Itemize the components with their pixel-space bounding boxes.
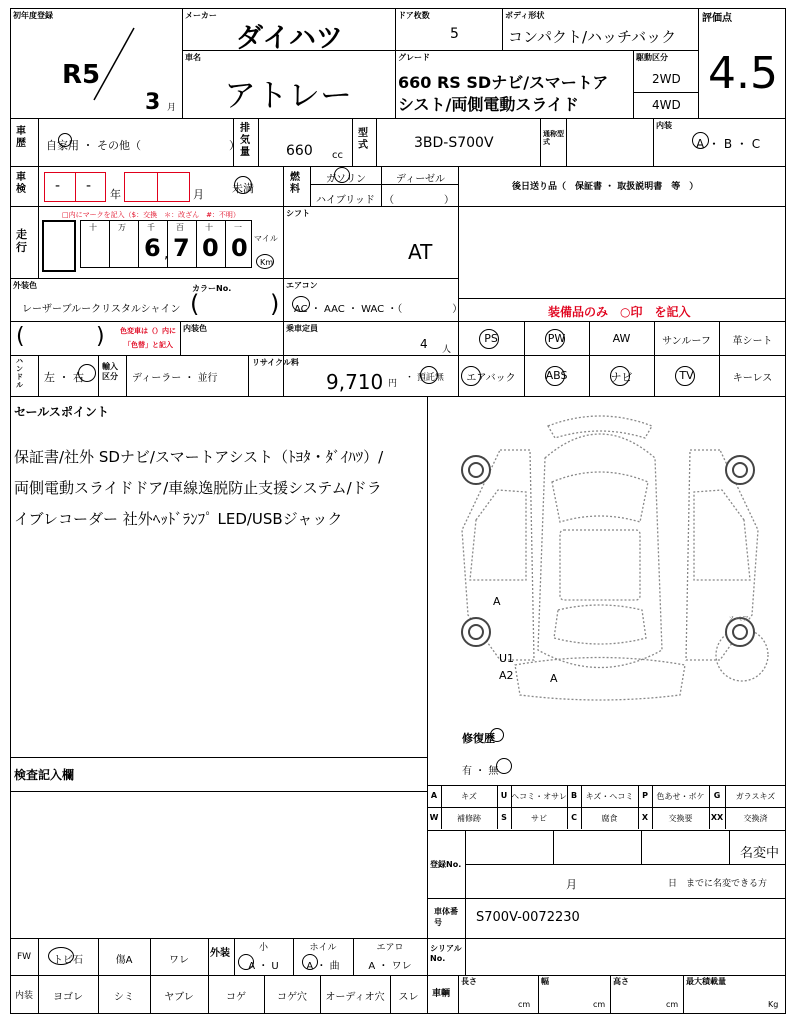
maker-label: メーカー (185, 11, 217, 20)
divider (502, 8, 503, 50)
first-reg-era: R5 (62, 60, 101, 90)
drive-label: 駆動区分 (636, 53, 668, 62)
divider (427, 898, 786, 899)
interior-label: 内装 (656, 121, 672, 130)
equipment-option[interactable]: エアバック (466, 373, 516, 384)
equipment-option[interactable]: キーレス (732, 373, 773, 384)
divider (427, 938, 428, 975)
circle-mark (78, 364, 96, 382)
length-label: 長さ (461, 977, 477, 986)
divider (427, 830, 786, 831)
defect-option[interactable]: ワレ (169, 955, 189, 966)
later-items: 後日送り品（ 保証書 ・ 取扱説明書 等 ） (512, 182, 699, 192)
circle-mark (58, 133, 72, 147)
divider (138, 220, 139, 268)
car-damage-diagram (440, 410, 780, 710)
shift-label: シフト (286, 209, 310, 218)
diesel-option: ディーゼル (396, 174, 445, 185)
damage-mark: A2 (499, 669, 514, 682)
month-unit: 月 (167, 103, 177, 113)
divider (10, 396, 786, 397)
divider (698, 8, 699, 118)
divider (10, 166, 786, 167)
divider (427, 807, 786, 808)
divider (540, 118, 541, 166)
divider (208, 938, 209, 975)
equipment-option[interactable]: TV (679, 369, 694, 382)
height-label: 高さ (613, 977, 629, 986)
circle-mark (545, 366, 565, 386)
interior-defect-option[interactable]: スレ (398, 992, 419, 1003)
circle-mark (545, 329, 565, 349)
equipment-option[interactable]: 革シート (732, 336, 773, 347)
import-label: 輸入区分 (102, 362, 118, 381)
legend-code: U (500, 791, 508, 800)
damage-mark: A (550, 672, 558, 685)
divider (109, 220, 110, 268)
interior-defect-option[interactable]: コゲ (226, 992, 246, 1003)
legend-code: X (641, 813, 649, 822)
divider (653, 118, 654, 166)
divider (610, 975, 611, 1014)
first-reg-label: 初年度登録 (13, 11, 53, 20)
chassis-number: S700V-0072230 (476, 910, 580, 925)
divider (38, 118, 39, 166)
divider (310, 166, 311, 206)
interior-defect-option[interactable]: ヤブレ (164, 992, 194, 1003)
interior-defect-option[interactable]: コゲ穴 (277, 992, 307, 1003)
score-label: 評価点 (702, 13, 732, 24)
grade-label: グレード (398, 53, 430, 62)
interior-grades: A ・ B ・ C (696, 137, 761, 151)
interior-defect-label: 内装 (14, 991, 33, 1001)
divider (395, 8, 396, 118)
divider (427, 396, 428, 1014)
km-option: Km (260, 258, 274, 267)
divider (633, 50, 634, 118)
aero-options[interactable]: A ・ ワレ (368, 961, 412, 972)
legend-code: C (571, 813, 577, 822)
score-value: 4.5 (708, 48, 778, 99)
exterior-label: 外装 (210, 948, 230, 959)
mileage-digit: 0 (202, 234, 219, 262)
circle-mark (334, 167, 350, 183)
sales-point-line2: 両側電動スライドドア/車線逸脱防止支援システム/ドラ (14, 479, 382, 497)
none-option: 未満 (232, 182, 254, 195)
notes-title: 検査記入欄 (14, 768, 75, 782)
interior-defect-option[interactable]: シミ (114, 992, 134, 1003)
paren-right: ) (96, 324, 105, 349)
aero-label: エアロ (376, 943, 404, 953)
cm-unit: cm (593, 1000, 606, 1009)
small-options[interactable]: A ・ U (248, 961, 279, 972)
body-value: コンパクト/ハッチバック (508, 28, 677, 46)
equipment-option[interactable]: PW (547, 332, 566, 345)
legend-meaning: サビ (531, 814, 547, 823)
divider (458, 975, 459, 1014)
divider (10, 321, 786, 322)
handle-value: 左 ・ 右 (44, 371, 84, 384)
fw-label: FW (16, 952, 32, 962)
legend-code: W (429, 813, 439, 822)
interior-defect-option[interactable]: オーディオ穴 (325, 992, 385, 1003)
divider (10, 278, 458, 279)
divider (683, 975, 684, 1014)
circle-mark (610, 366, 630, 386)
circle-mark (48, 947, 74, 965)
digit-separator: , (164, 246, 169, 262)
exterior-color-label: 外装色 (13, 281, 37, 290)
recycle-label: リサイクル料 (252, 358, 299, 367)
digit-unit-label: 一 (234, 223, 242, 232)
circle-mark (490, 728, 504, 742)
legend-meaning: キズ (461, 792, 477, 801)
small-label: 小 (258, 943, 268, 953)
divider (10, 757, 427, 758)
paren-left: ( (16, 324, 25, 349)
divider (283, 166, 284, 206)
interior-color-label: 内装色 (183, 324, 207, 333)
wheel-label: ホイル (309, 943, 337, 953)
drive-2wd: 2WD (652, 72, 681, 86)
mile-option: マイル (254, 234, 278, 243)
paren-left: ( (190, 290, 200, 318)
legend-meaning: 交換要 (668, 814, 693, 823)
legend-code: XX (710, 813, 724, 822)
damage-mark: A (493, 595, 501, 608)
divider (75, 172, 76, 202)
divider (538, 975, 539, 1014)
divider (465, 864, 786, 865)
divider (10, 206, 786, 207)
legend-meaning: ヘコミ・オサレ (511, 792, 567, 801)
maker-value: ダイハツ (236, 23, 343, 54)
handle-label: ハンドル (16, 357, 23, 389)
cm-unit: cm (518, 1000, 531, 1009)
divider (248, 355, 249, 396)
legend-code: G (713, 791, 721, 800)
mileage-digit: 7 (173, 234, 190, 262)
grade-line2: シスト/両側電動スライド (398, 95, 579, 114)
defect-option[interactable]: 傷A (115, 955, 133, 966)
divider (10, 118, 786, 119)
displacement-value: 660 (286, 143, 313, 159)
divider (465, 898, 466, 938)
divider (10, 791, 427, 792)
divider (553, 830, 554, 864)
fuel-label: 燃料 (290, 172, 300, 195)
model-label: 型式 (358, 128, 368, 151)
equipment-option[interactable]: AW (612, 332, 631, 345)
legend-meaning: 色あせ・ボケ (656, 792, 705, 801)
divider (352, 118, 353, 166)
divider (566, 118, 567, 166)
common-model-label: 通称型式 (543, 130, 564, 146)
capacity-label: 乗車定員 (286, 324, 318, 333)
divider (258, 118, 259, 166)
equipment-option[interactable]: ABS (545, 369, 568, 382)
legend-code: B (570, 791, 578, 800)
divider (729, 830, 730, 864)
digit-unit-label: 十 (89, 223, 97, 232)
circle-mark (461, 366, 481, 386)
spare-label: スペア (728, 615, 749, 623)
equipment-option[interactable]: サンルーフ (662, 336, 711, 347)
circle-mark (420, 366, 438, 384)
divider (126, 355, 127, 396)
model-value: 3BD-S700V (414, 135, 494, 151)
circle-mark (238, 954, 254, 970)
circle-mark (496, 758, 512, 774)
divider (376, 118, 377, 166)
aircon-label: エアコン (286, 281, 318, 290)
divider (38, 166, 39, 278)
displacement-label: 排気量 (240, 123, 250, 158)
divider (427, 975, 428, 1014)
interior-defect-option[interactable]: ヨゴレ (53, 992, 83, 1003)
first-reg-month: 3 (145, 90, 161, 115)
circle-mark (302, 954, 318, 970)
sales-point-line1: 保証書/社外 SDナビ/スマートアシスト（ﾄﾖﾀ・ﾀﾞｲﾊﾂ）/ (14, 448, 384, 466)
divider (381, 166, 382, 206)
exterior-color-value: レーザーブルークリスタルシャイン (22, 304, 181, 315)
equipment-option[interactable]: PS (484, 332, 498, 345)
color-change-note: 色変車は（）内に (120, 327, 176, 335)
divider (427, 785, 786, 786)
aircon-value: AC ・ AAC ・ WAC ・（ ） (294, 304, 463, 315)
doors-value: 5 (450, 26, 459, 42)
digit-unit-label: 百 (176, 223, 184, 232)
divider (196, 220, 197, 268)
yen-unit: 円 (388, 379, 398, 389)
cc-unit: cc (332, 150, 343, 161)
paren-right: ) (270, 290, 280, 318)
circle-mark (675, 366, 695, 386)
legend-code: P (642, 791, 648, 800)
divider (633, 92, 698, 93)
reg-deadline-text: 日 までに名変できる方 (668, 879, 768, 889)
cm-unit: cm (666, 1000, 679, 1009)
divider (458, 298, 786, 299)
mileage-note: □内にマークを記入（$：交換 ＊：改ざん #：不明） (62, 211, 240, 219)
name-change-status: 名変中 (740, 846, 780, 861)
color-change-note: 「色替」と記入 (124, 341, 173, 349)
divider (38, 355, 39, 396)
divider (641, 830, 642, 864)
defect-option[interactable]: トビ石 (53, 955, 83, 966)
fuel-other: （ ） (384, 195, 454, 206)
divider (10, 975, 786, 976)
legend-meaning: 補修跡 (457, 814, 481, 823)
import-value: ディーラー ・ 並行 (132, 373, 218, 384)
equip-title: 装備品のみ ○印 を記入 (548, 305, 691, 319)
slash-mark (90, 24, 138, 104)
grade-line1: 660 RS SDナビ/スマートア (398, 73, 609, 92)
doors-label: ドア枚数 (398, 11, 430, 20)
mileage-digit: 0 (231, 234, 248, 262)
drive-4wd: 4WD (652, 98, 681, 112)
divider (98, 355, 99, 396)
reg-month-unit: 月 (566, 878, 577, 891)
person-unit: 人 (442, 345, 452, 355)
legend-code: S (501, 813, 507, 822)
shaken-label: 車検 (16, 172, 26, 195)
circle-mark (256, 254, 274, 269)
legend-meaning: キズ・ヘコミ (585, 792, 634, 801)
shift-value: AT (408, 240, 433, 264)
capacity-value: 4 (420, 337, 428, 351)
serial-label: シリアルNo. (430, 944, 462, 963)
divider (283, 206, 284, 396)
circle-mark (292, 296, 310, 312)
digit-unit-label: 十 (205, 223, 213, 232)
repair-value: 有 ・ 無 (462, 766, 499, 777)
dims-label: 車輌 (432, 989, 451, 999)
digit-unit-label: 万 (118, 223, 126, 232)
legend-meaning: ガラスキズ (735, 792, 776, 801)
legend-meaning: 交換済 (743, 814, 768, 823)
color-no-label: カラーNo. (192, 284, 232, 293)
divider (10, 938, 427, 939)
repair-title: 修復歴 (462, 732, 495, 745)
dash: - (55, 178, 61, 194)
mileage-digit: 6 (144, 234, 161, 262)
chassis-label: 車体番号 (434, 907, 458, 927)
divider (225, 220, 226, 268)
car-name-value: アトレー (224, 76, 353, 114)
year-unit: 年 (110, 188, 121, 201)
circle-mark (692, 132, 709, 149)
mileage-digit-box[interactable] (42, 220, 76, 272)
dash: - (86, 178, 92, 194)
month-unit: 月 (193, 188, 204, 201)
divider (427, 938, 786, 939)
legend-code: A (430, 791, 438, 800)
divider (157, 172, 158, 202)
wheel-options[interactable]: A ・ 曲 (306, 961, 340, 972)
sales-point-title: セールスポイント (14, 405, 109, 419)
history-value: 自家用 ・ その他（ ） (46, 139, 240, 152)
hybrid-option: ハイブリッド (316, 195, 375, 206)
circle-mark (479, 329, 499, 349)
legend-meaning: 腐食 (601, 814, 618, 823)
divider (180, 321, 181, 355)
sales-point-line3: イブレコーダー 社外ﾍｯﾄﾞﾗﾝﾌﾟ LED/USBジャック (14, 510, 343, 528)
width-label: 幅 (541, 977, 549, 986)
recycle-value: 9,710 (326, 370, 384, 394)
kg-unit: Kg (768, 1000, 779, 1009)
damage-mark: U1 (499, 652, 515, 665)
mileage-label: 走行 (16, 228, 27, 254)
body-label: ボディ形状 (505, 11, 545, 20)
history-label: 車歴 (16, 126, 26, 149)
deposit-option: ・ 預託無 (405, 373, 444, 383)
gasoline-option: ガソリン (326, 174, 366, 185)
divider (182, 8, 183, 118)
max-load-label: 最大積載量 (686, 977, 726, 986)
circle-mark (234, 176, 252, 194)
equipment-option[interactable]: ナビ (610, 371, 633, 384)
digit-unit-label: 千 (147, 223, 155, 232)
registration-label: 登録No. (430, 860, 462, 869)
divider (465, 938, 466, 975)
car-name-label: 車名 (185, 53, 201, 62)
